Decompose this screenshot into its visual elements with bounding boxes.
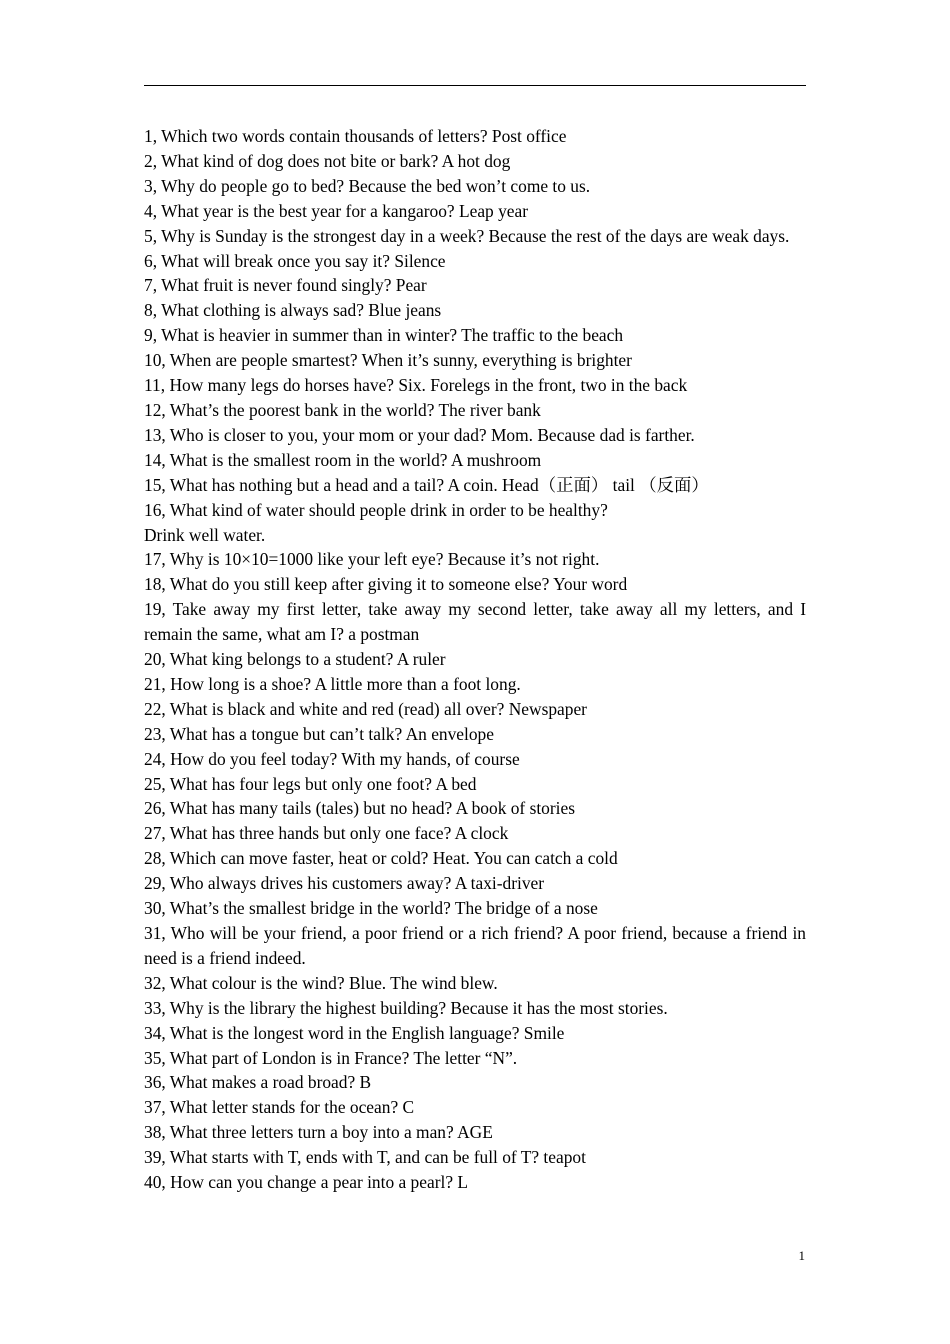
riddle-paragraph: 17, Why is 10×10=1000 like your left eye? Because it’s not right. [144,549,600,570]
riddle-paragraph: 25, What has four legs but only one foot? A bed [144,773,477,794]
riddle-paragraph: 2, What kind of dog does not bite or bark? A hot dog [144,150,511,171]
riddle-paragraph: 21, How long is a shoe? A little more than a foot long. [144,673,521,694]
riddle-paragraph: 40, How can you change a pear into a pearl? L [144,1172,469,1193]
riddle-paragraph: 29, Who always drives his customers away? A taxi-driver [144,873,545,894]
riddle-paragraph: 16, What kind of water should people drink in order to be healthy? [144,499,608,520]
riddle-paragraph: 23, What has a tongue but can’t talk? An envelope [144,723,494,744]
riddle-paragraph: 5, Why is Sunday is the strongest day in a week? Because the rest of the days are weak days. [144,225,790,246]
riddle-paragraph: 24, How do you feel today? With my hands, of course [144,748,520,769]
riddle-paragraph: 38, What three letters turn a boy into a man? AGE [144,1122,493,1143]
riddle-paragraph: 9, What is heavier in summer than in winter? The traffic to the beach [144,325,624,346]
riddle-paragraph: 11, How many legs do horses have? Six. Forelegs in the front, two in the back [144,375,688,396]
page-number: 1 [798,1248,805,1263]
riddle-paragraph: 33, Why is the library the highest building? Because it has the most stories. [144,997,668,1018]
riddle-paragraph: 3, Why do people go to bed? Because the bed won’t come to us. [144,175,591,196]
riddle-paragraph: 30, What’s the smallest bridge in the world? The bridge of a nose [144,898,598,919]
riddle-paragraph: 6, What will break once you say it? Silence [144,250,446,271]
riddle-paragraph: 31, Who will be your friend, a poor friend or a rich friend? A poor friend, because a friend in need is a friend indeed. [144,923,806,968]
riddle-paragraph: 34, What is the longest word in the English language? Smile [144,1022,565,1043]
riddle-paragraph: 26, What has many tails (tales) but no head? A book of stories [144,798,575,819]
riddle-paragraph: 22, What is black and white and red (read) all over? Newspaper [144,698,587,719]
riddle-paragraph: 14, What is the smallest room in the world? A mushroom [144,449,542,470]
riddle-paragraph: 32, What colour is the wind? Blue. The wind blew. [144,972,498,993]
riddle-paragraph: 27, What has three hands but only one face? A clock [144,823,509,844]
riddle-paragraph: 7, What fruit is never found singly? Pear [144,275,427,296]
riddle-paragraph: 8, What clothing is always sad? Blue jeans [144,300,442,321]
riddle-paragraph: 37, What letter stands for the ocean? C [144,1097,415,1118]
riddle-paragraph: 18, What do you still keep after giving it to someone else? Your word [144,574,628,595]
document-body [144,124,806,1195]
header-rule [144,85,806,86]
riddle-paragraph: 19, Take away my first letter, take away my second letter, take away all my letters, and I remain the same, what am I? a postman [144,599,806,645]
riddle-paragraph: 4, What year is the best year for a kangaroo? Leap year [144,200,529,221]
riddle-paragraph: 10, When are people smartest? When it’s sunny, everything is brighter [144,350,632,371]
riddle-paragraph: 20, What king belongs to a student? A ruler [144,649,446,670]
riddle-paragraph: 36, What makes a road broad? B [144,1072,372,1093]
riddle-paragraph: Drink well water. [144,524,266,545]
riddle-paragraph: 15, What has nothing but a head and a tail? A coin. Head（正面） tail （反面） [144,474,709,495]
riddle-paragraph: 35, What part of London is in France? The letter “N”. [144,1047,518,1068]
riddle-paragraph: 39, What starts with T, ends with T, and can be full of T? teapot [144,1147,586,1168]
riddle-paragraph: 12, What’s the poorest bank in the world? The river bank [144,399,541,420]
riddle-paragraph: 28, Which can move faster, heat or cold? Heat. You can catch a cold [144,848,618,869]
riddle-paragraph: 1, Which two words contain thousands of letters? Post office [144,126,567,146]
riddle-paragraph: 13, Who is closer to you, your mom or your dad? Mom. Because dad is farther. [144,424,695,445]
